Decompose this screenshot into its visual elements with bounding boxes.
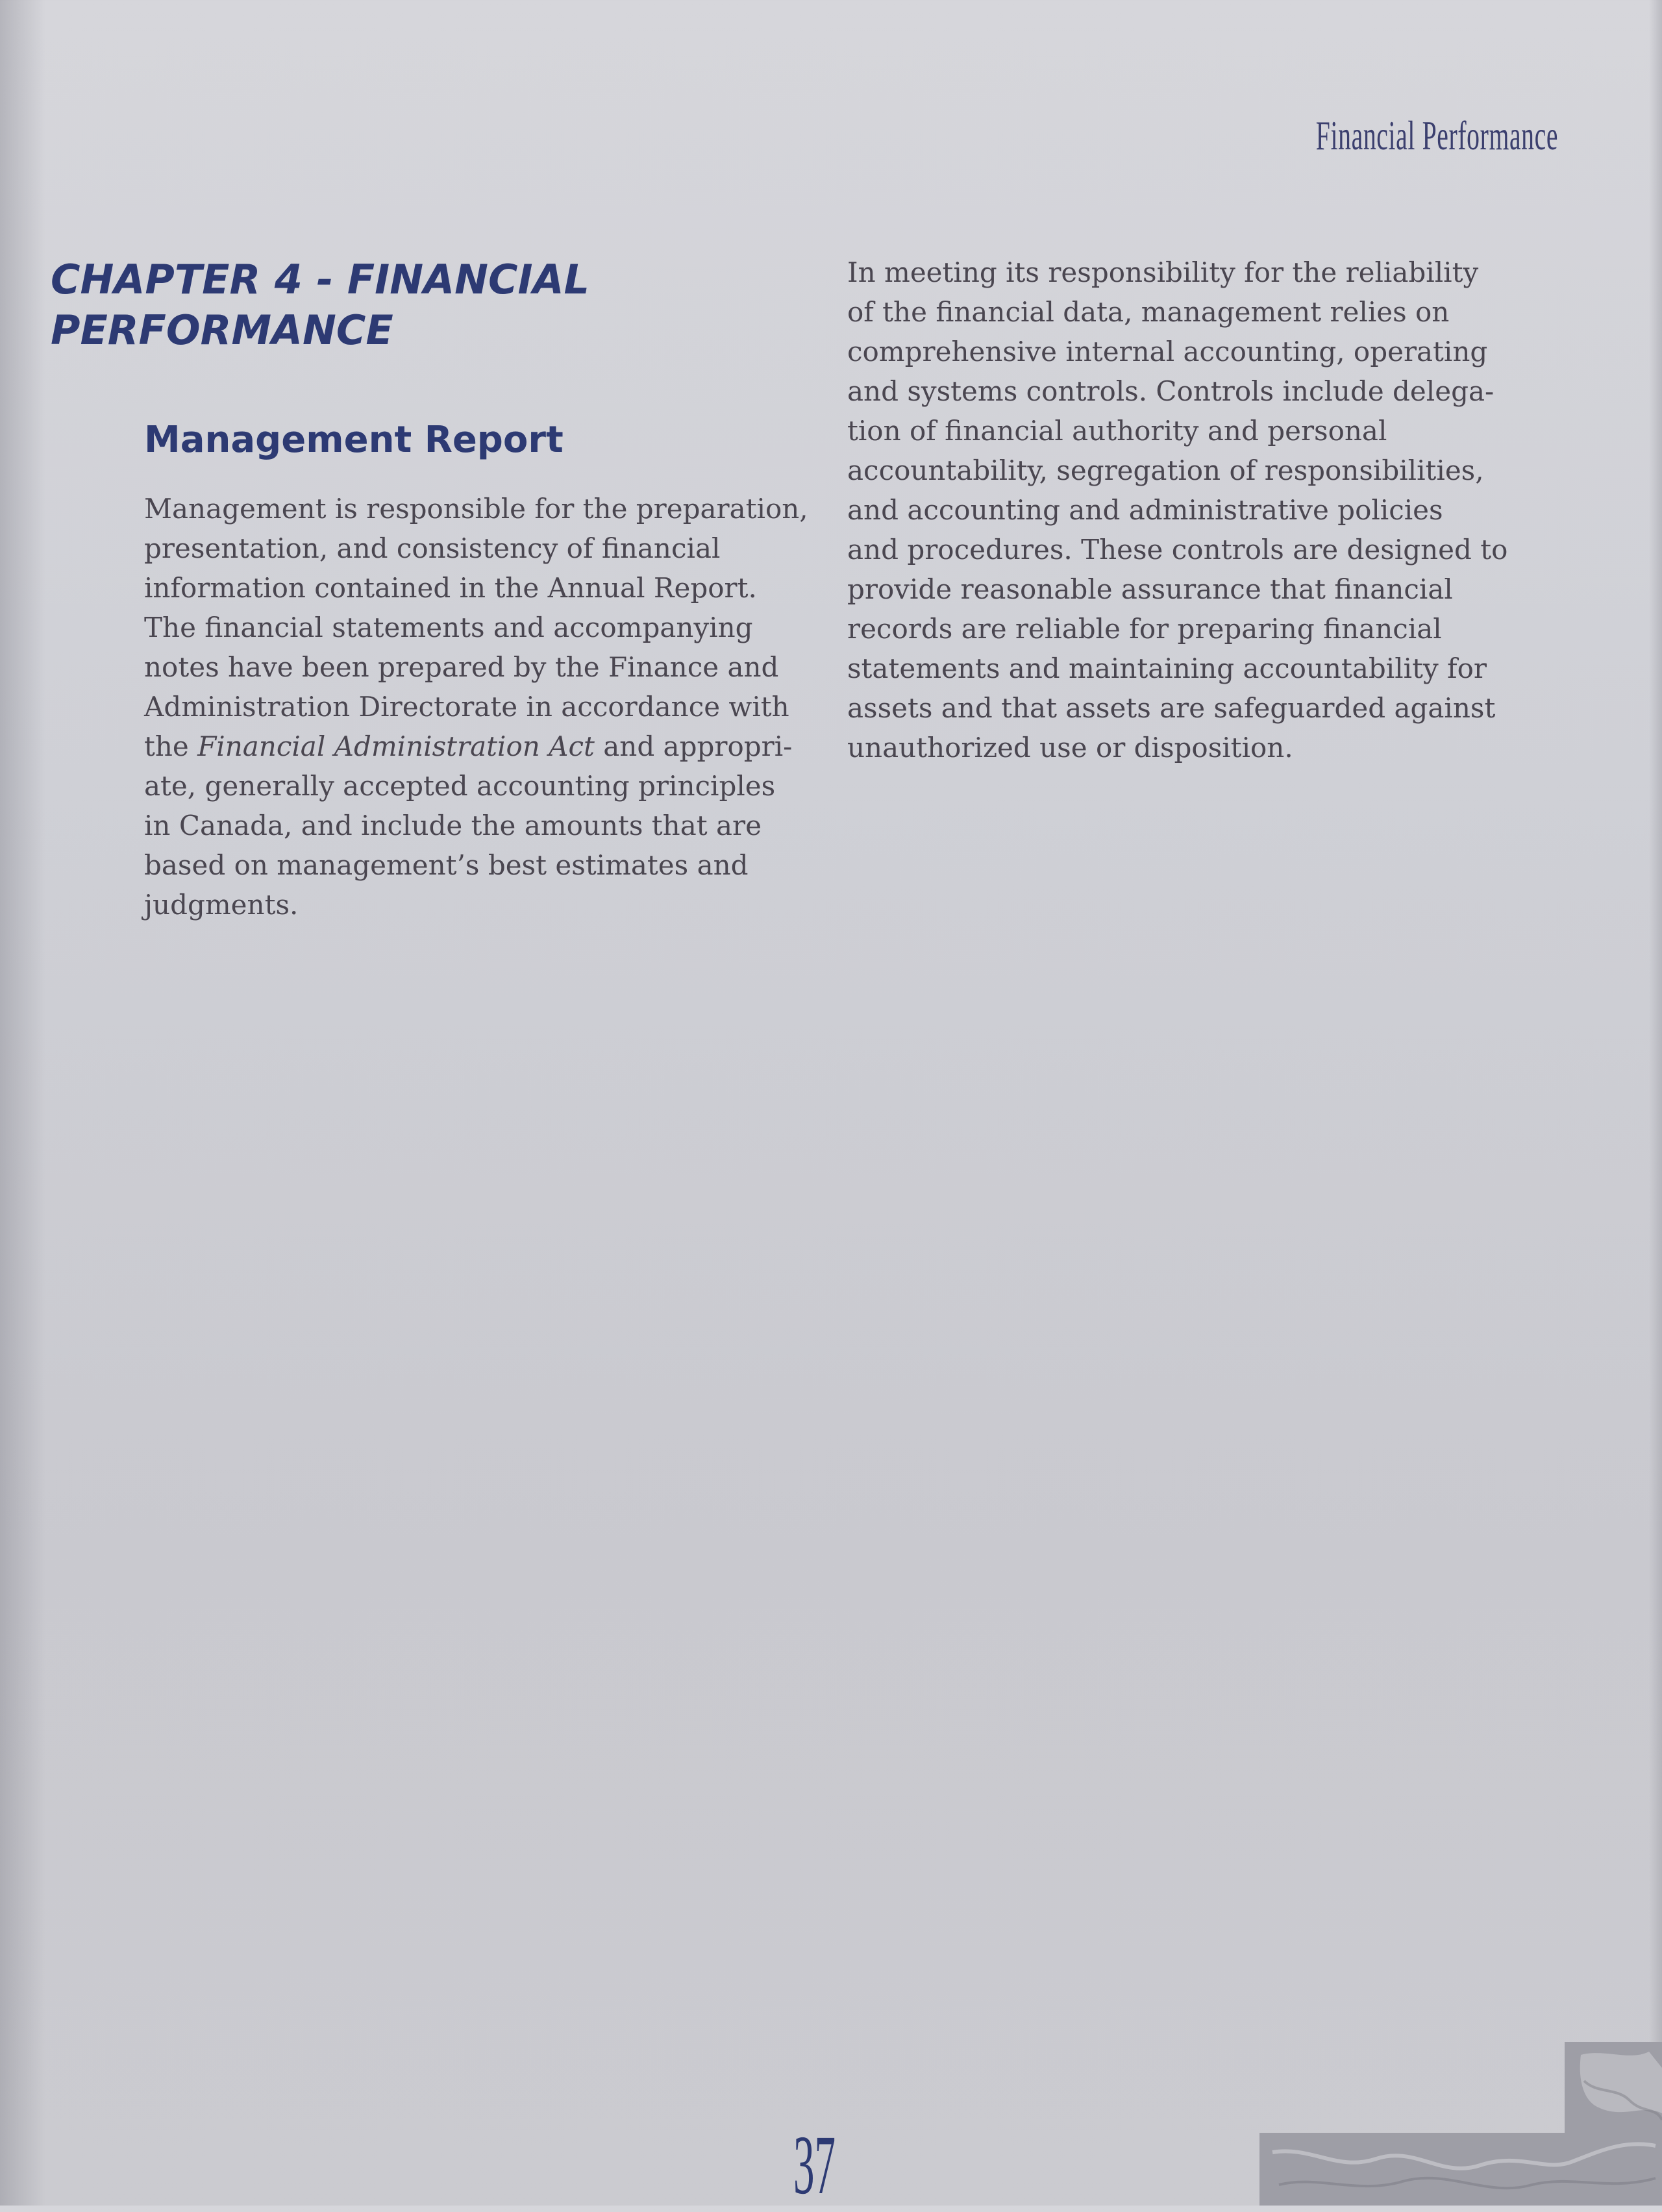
left-column-paragraph bbox=[144, 489, 808, 925]
chapter-title-line-1: CHAPTER 4 - FINANCIAL bbox=[51, 256, 590, 303]
section-heading: Management Report bbox=[144, 419, 564, 461]
right-column-paragraph bbox=[847, 253, 1508, 767]
paragraph-line: assets and that assets are safeguarded against bbox=[847, 692, 1496, 724]
paragraph-line: based on management’s best estimates and bbox=[144, 849, 749, 881]
paragraph-line: notes have been prepared by the Finance and bbox=[144, 651, 779, 683]
chapter-title-line-2: PERFORMANCE bbox=[51, 306, 393, 354]
paragraph-line: Management is responsible for the preparation, bbox=[144, 493, 808, 525]
paragraph-line: of the financial data, management relies on bbox=[847, 296, 1450, 328]
paragraph-line: provide reasonable assurance that financial bbox=[847, 573, 1453, 605]
paragraph-line: and systems controls. Controls include delega- bbox=[847, 375, 1495, 407]
paragraph-line: Administration Directorate in accordance with bbox=[144, 691, 789, 723]
paragraph-line: and procedures. These controls are designed to bbox=[847, 534, 1508, 565]
paragraph-line: comprehensive internal accounting, operating bbox=[847, 336, 1488, 367]
paragraph-line: records are reliable for preparing financial bbox=[847, 613, 1442, 645]
paragraph-line: presentation, and consistency of financial bbox=[144, 532, 721, 564]
paragraph-line: ate, generally accepted accounting principles bbox=[144, 770, 776, 802]
paragraph-line: unauthorized use or disposition. bbox=[847, 732, 1293, 764]
paragraph-line: information contained in the Annual Report. bbox=[144, 572, 757, 604]
paragraph-line: judgments. bbox=[144, 889, 299, 921]
page-edge-shadow bbox=[1649, 0, 1662, 2206]
paragraph-line: accountability, segregation of responsibilities, bbox=[847, 454, 1484, 486]
act-line-prefix: the bbox=[144, 730, 198, 762]
paragraph-line: In meeting its responsibility for the reliability bbox=[847, 256, 1479, 288]
paragraph-line: statements and maintaining accountability for bbox=[847, 652, 1487, 684]
map-fragment-icon bbox=[1259, 2042, 1662, 2206]
chapter-title bbox=[51, 255, 765, 356]
paragraph-line: The financial statements and accompanying bbox=[144, 612, 753, 643]
paragraph-line: tion of financial authority and personal bbox=[847, 415, 1387, 447]
paragraph-line-with-act bbox=[144, 727, 793, 766]
page-number: 37 bbox=[793, 2119, 836, 2212]
act-line-suffix: and appropri- bbox=[594, 730, 793, 762]
paragraph-line: and accounting and administrative policies bbox=[847, 494, 1443, 526]
page-gutter-shadow bbox=[0, 0, 45, 2206]
paragraph-line: in Canada, and include the amounts that are bbox=[144, 810, 762, 841]
act-name: Financial Administration Act bbox=[197, 730, 595, 762]
running-head: Financial Performance bbox=[1315, 112, 1558, 158]
